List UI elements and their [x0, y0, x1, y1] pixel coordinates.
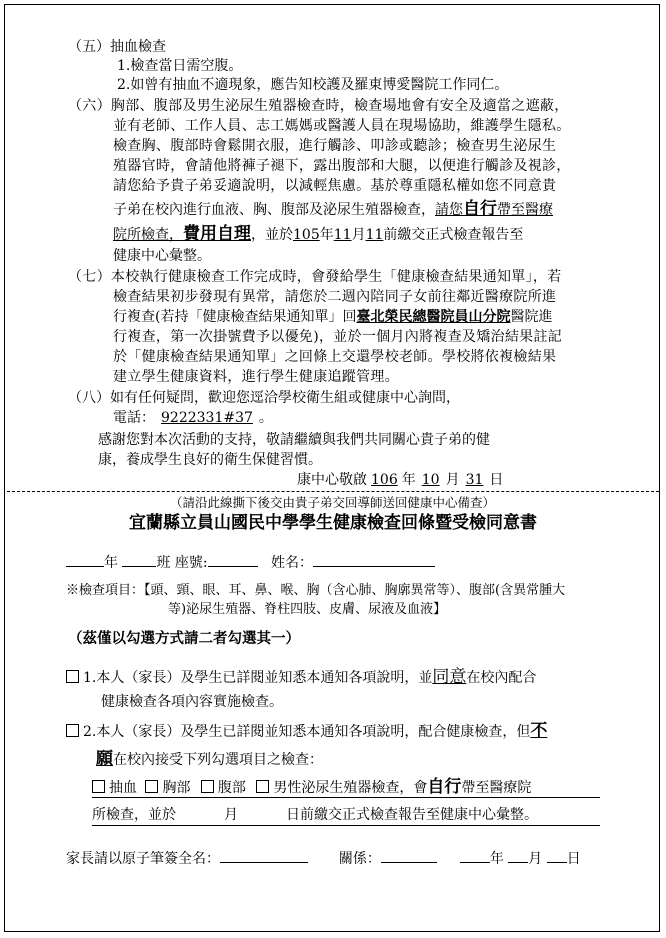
option-2-checkbox[interactable]	[66, 724, 79, 737]
s6-l7-day-value: 11	[365, 227, 384, 243]
opt2-not: 不	[530, 721, 548, 741]
name-field[interactable]	[313, 552, 435, 567]
section-7-line-5: 於「健康檢查結果通知單」之回條上交還學校老師。學校將依複檢結果	[113, 349, 557, 365]
seat-field[interactable]	[208, 552, 258, 567]
check-genital[interactable]	[256, 780, 269, 793]
section-8-phone-line	[113, 409, 273, 427]
s6-l6-text: 子弟在校內進行血液、胸、腹部及泌尿生殖器檢查，	[113, 202, 435, 218]
year-field[interactable]	[66, 552, 104, 567]
section-6-line-7	[113, 225, 523, 244]
section-5-heading: （五）抽血檢查	[68, 39, 166, 55]
option-1-line-2: 健康檢查各項內容實施檢查。	[101, 694, 283, 710]
self-1: ，會	[399, 780, 428, 796]
check-chest[interactable]	[145, 780, 158, 793]
option-1-line-1	[66, 668, 536, 687]
parent-d: 日	[566, 851, 581, 867]
opt2-text: 2.本人（家長）及學生已詳閱並知悉本通知各項說明，配合健康檢查，但	[83, 724, 531, 740]
section-6-line-6	[113, 200, 553, 219]
student-info-row	[66, 552, 435, 572]
sign-year: 106	[371, 472, 398, 488]
sign-day-field[interactable]	[547, 848, 567, 863]
report-deadline-line	[92, 806, 538, 824]
thanks-line-1: 感謝您對本次活動的支持，敬請繼續與我們共同關心貴子弟的健	[98, 432, 490, 448]
section-7-line-1: （七）本校執行健康檢查工作完成時，會發給學生「健康檢查結果通知單」，若	[68, 269, 562, 285]
section-8-line-1: （八）如有任何疑問，歡迎您逕洽學校衛生組或健康中心詢問，	[68, 390, 460, 406]
cut-note: （請沿此線撕下後交由貴子弟交回導師送回健康中心備查）	[170, 495, 496, 510]
class-label: 班	[156, 555, 171, 571]
section-5-line-2: 2.如曾有抽血不適現象，應告知校護及羅東博愛醫院工作同仁。	[117, 77, 509, 93]
section-7-line-2: 檢查結果初步發現有異常，請您於二週內陪同子女前往鄰近醫療院所進	[113, 289, 557, 305]
check-chest-label: 胸部	[162, 780, 191, 796]
s6-l7-and: ，並於	[251, 227, 293, 243]
section-6-line-1: （六）胸部、腹部及男生泌尿生殖器檢查時，檢查場地會有安全及適當之遮蔽，	[68, 98, 569, 114]
opt1-end: 在校內配合	[466, 670, 537, 686]
check-abdomen-label: 腹部	[217, 780, 246, 796]
sign-d: 日	[489, 472, 504, 488]
opt1-agree: 同意	[432, 667, 467, 687]
last-2: ，並於	[134, 807, 176, 823]
last-3: 月	[224, 807, 238, 823]
signature-date	[297, 471, 503, 489]
relation-field[interactable]	[381, 848, 437, 863]
s6-l7-rest: 前繳交正式檢查報告至	[383, 227, 524, 243]
option-2-line-2	[96, 750, 323, 769]
sign-y: 年	[401, 472, 416, 488]
s6-l6-self: 自行	[463, 199, 497, 219]
exam-items-line-1: ※檢查項目：【頭、頸、眼、耳、鼻、喉、胸（含心肺、胸廓異常等）、腹部(含異常腫大	[66, 583, 566, 598]
section-7-line-4: 行複查，第一次掛號費予以優免)，並於一個月內將複查及矯治結果註記	[113, 329, 563, 345]
phone-number: 9222331#37	[161, 410, 253, 426]
deadline-underline	[92, 825, 600, 826]
last-4: 日前繳交正式檢查報告至健康中心彙整。	[286, 807, 538, 823]
opt1-text: 1.本人（家長）及學生已詳閱並知悉本通知各項說明，並	[83, 670, 433, 686]
s7-l3-hospital: 臺北榮民總醫院員山分院	[356, 309, 511, 325]
check-abdomen[interactable]	[201, 780, 214, 793]
last-1: 所檢查	[92, 807, 134, 823]
check-blood[interactable]	[92, 780, 105, 793]
sign-prefix: 康中心敬啟	[297, 472, 367, 488]
sign-day: 31	[465, 472, 484, 488]
opt2-rest: 在校內接受下列勾選項目之檢查：	[113, 752, 323, 768]
parent-signature-row	[66, 848, 581, 868]
option-1-checkbox[interactable]	[66, 670, 79, 683]
section-6-line-3: 檢查胸、腹部時會鬆開衣服，進行觸診、叩診或聽診；檢查男生泌尿生	[113, 138, 557, 154]
class-field[interactable]	[122, 552, 156, 567]
section-7-line-6: 建立學生健康資料，進行學生健康追蹤管理。	[113, 369, 399, 385]
check-genital-label: 男性泌尿生殖器檢查	[273, 780, 400, 796]
section-6-line-5: 請您給予貴子弟妥適說明，以減輕焦慮。基於尊重隱私權如您不同意貴	[113, 178, 557, 194]
cut-line	[7, 491, 659, 492]
self-2: 自行	[427, 777, 462, 797]
option-2-line-1	[66, 722, 547, 741]
parent-label: 家長請以原子筆簽全名：	[66, 851, 220, 867]
s6-l7-year: 年	[319, 227, 334, 243]
s6-l6-bring: 帶至醫療	[497, 202, 553, 218]
section-6-line-4: 殖器官時，會請他將褲子褪下，露出腹部和大腿，以便進行觸診及視診，	[113, 158, 571, 174]
exam-checklist-row	[92, 778, 531, 797]
form-title: 宜蘭縣立員山國民中學學生健康檢查回條暨受檢同意書	[129, 513, 537, 533]
parent-y: 年	[489, 851, 504, 867]
s6-l7-year-value: 105	[293, 227, 320, 243]
section-6-line-8: 健康中心彙整。	[113, 248, 211, 264]
sign-m: 月	[445, 472, 460, 488]
s6-l7-fee: 費用自理	[183, 224, 251, 244]
exam-items-line-2: 等)泌尿生殖器、脊柱四肢、皮膚、尿液及血液】	[168, 602, 447, 617]
parent-name-field[interactable]	[220, 848, 308, 863]
s6-l7-clinic: 院所檢查，	[113, 227, 183, 243]
s6-l6-please: 請您	[435, 202, 463, 218]
s7-l3-text: 行複查(若持「健康檢查結果通知單」回	[113, 309, 357, 325]
relation-label: 關係：	[338, 851, 381, 867]
sign-month: 10	[421, 472, 440, 488]
sign-month-field[interactable]	[508, 848, 528, 863]
self-3: 帶至醫療院	[461, 780, 532, 796]
checklist-underline	[92, 797, 600, 798]
thanks-line-2: 康，養成學生良好的衛生保健習慣。	[98, 452, 322, 468]
parent-m: 月	[528, 851, 543, 867]
s6-l7-month-value: 11	[333, 227, 352, 243]
phone-end: 。	[258, 410, 273, 426]
choose-instruction: （茲僅以勾選方式請二者勾選其一）	[68, 630, 300, 647]
phone-label: 電話：	[113, 410, 155, 426]
sign-year-field[interactable]	[460, 848, 490, 863]
seat-label: 座號:	[174, 555, 208, 571]
check-blood-label: 抽血	[109, 780, 137, 796]
year-label: 年	[104, 555, 118, 571]
name-label: 姓名：	[270, 555, 313, 571]
s7-l3-end: 醫院進	[510, 309, 553, 325]
s6-l7-month: 月	[351, 227, 366, 243]
section-5-line-1: 1.檢查當日需空腹。	[117, 58, 243, 74]
opt2-willing: 願	[96, 749, 113, 769]
section-7-line-3	[113, 308, 552, 326]
section-6-line-2: 並有老師、工作人員、志工媽媽或醫護人員在現場協助，維護學生隱私。	[113, 118, 571, 134]
